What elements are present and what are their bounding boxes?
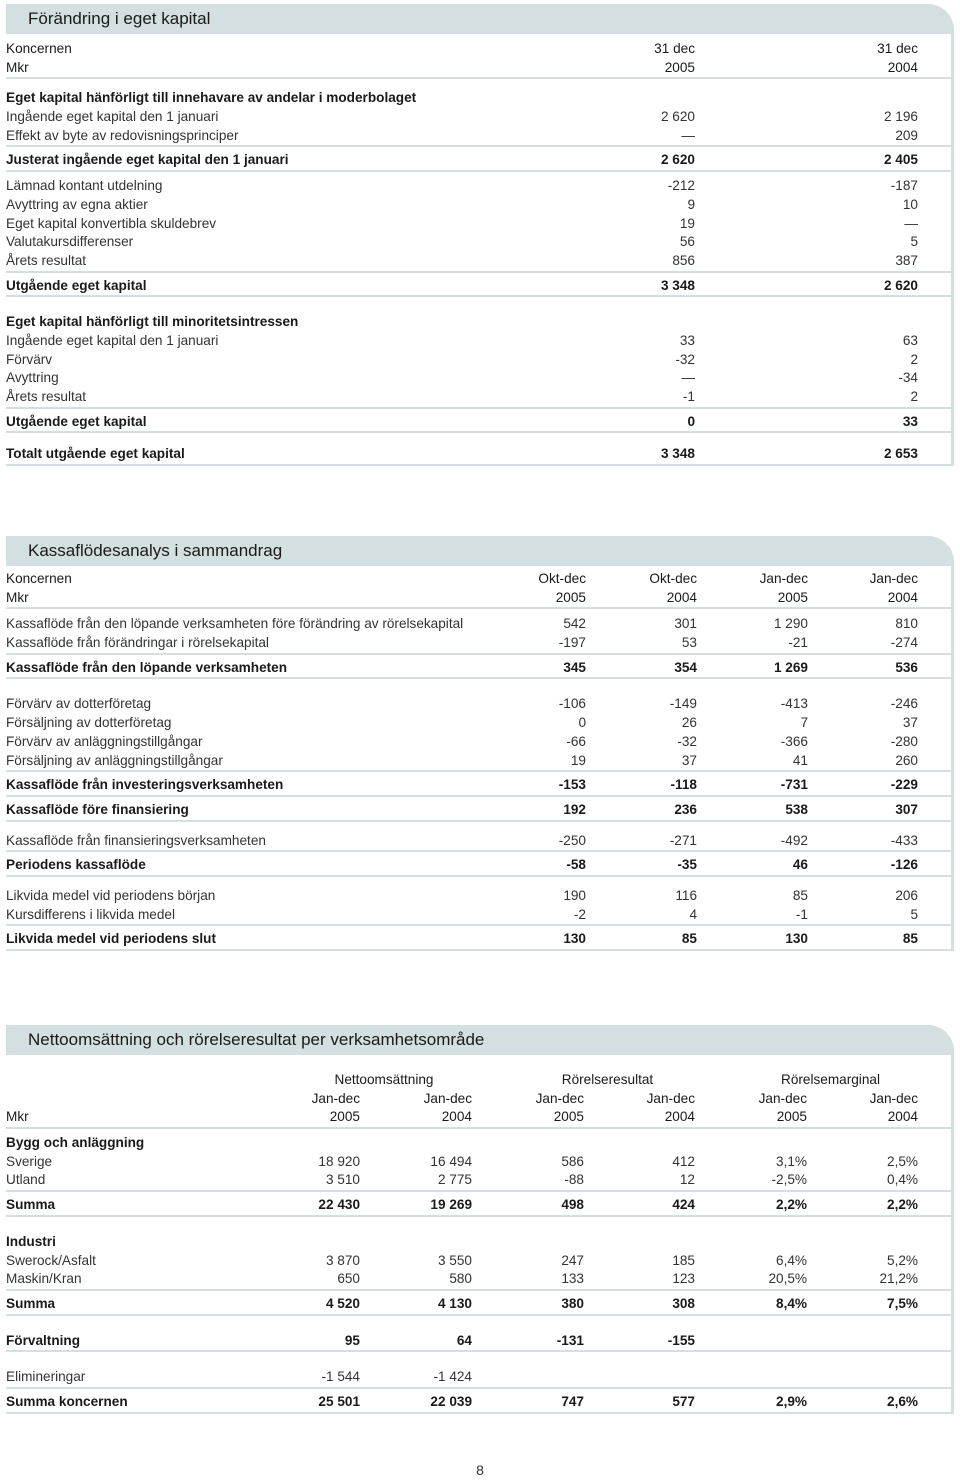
column-header: Okt-dec bbox=[538, 571, 586, 586]
row-label: Utgående eget kapital bbox=[6, 413, 147, 429]
column-header: 2005 bbox=[777, 589, 808, 605]
table-row bbox=[6, 369, 951, 388]
column-header: 31 dec bbox=[877, 41, 918, 56]
section-heading bbox=[6, 1134, 951, 1153]
column-header-row bbox=[6, 40, 951, 59]
cell-value: 206 bbox=[895, 887, 918, 903]
cell-value: 41 bbox=[792, 752, 808, 768]
cell-value: 747 bbox=[561, 1393, 584, 1409]
cell-value: 2 620 bbox=[660, 152, 695, 168]
cell-value: 538 bbox=[785, 801, 808, 817]
cell-value: — bbox=[681, 127, 695, 143]
cell-value: -2,5% bbox=[771, 1172, 807, 1188]
cell-value: 2,2% bbox=[887, 1197, 918, 1213]
equity-title: Förändring i eget kapital bbox=[6, 4, 954, 34]
cell-value: -274 bbox=[890, 635, 918, 651]
cell-value: 424 bbox=[672, 1197, 695, 1213]
cell-value: -212 bbox=[667, 178, 695, 194]
cell-value: — bbox=[904, 215, 918, 231]
cell-value: -32 bbox=[677, 733, 697, 749]
table-row bbox=[6, 108, 951, 127]
cell-value: 380 bbox=[561, 1295, 584, 1311]
group-header: Nettoomsättning bbox=[334, 1072, 434, 1087]
row-label: Elimineringar bbox=[6, 1369, 86, 1385]
row-label: Justerat ingående eget kapital den 1 januari bbox=[6, 152, 289, 168]
group-header: Rörelsemarginal bbox=[781, 1072, 880, 1087]
cell-value: 12 bbox=[679, 1172, 695, 1188]
cell-value: 307 bbox=[895, 801, 918, 817]
row-label: Avyttring av egna aktier bbox=[6, 196, 148, 212]
cell-value: -34 bbox=[898, 370, 918, 386]
cell-value: 345 bbox=[563, 659, 586, 675]
cell-value: — bbox=[681, 370, 695, 386]
table-row bbox=[6, 733, 951, 752]
subtotal-row bbox=[6, 659, 951, 680]
column-header: Jan-dec bbox=[646, 1090, 695, 1106]
cell-value: 37 bbox=[902, 715, 918, 731]
cell-value: 19 269 bbox=[430, 1197, 472, 1213]
row-label: Försäljning av dotterföretag bbox=[6, 715, 172, 731]
cell-value: 247 bbox=[561, 1252, 584, 1268]
row-label: Swerock/Asfalt bbox=[6, 1252, 96, 1268]
header-label: Mkr bbox=[6, 589, 29, 605]
row-label: Summa bbox=[6, 1295, 56, 1311]
cell-value: -413 bbox=[780, 696, 808, 712]
cell-value: 4 130 bbox=[437, 1295, 472, 1311]
subtotal-row bbox=[6, 413, 951, 434]
cell-value: 130 bbox=[785, 931, 808, 947]
cell-value: -118 bbox=[670, 777, 697, 793]
segments-section bbox=[6, 1025, 954, 1414]
table-row bbox=[6, 215, 951, 234]
cell-value: -492 bbox=[780, 832, 808, 848]
row-label: Kassaflöde från förändringar i rörelsekapital bbox=[6, 635, 269, 651]
cell-value: 2 bbox=[910, 389, 918, 404]
cell-value: 116 bbox=[675, 887, 697, 903]
column-header: 2004 bbox=[887, 59, 918, 75]
segments-title: Nettoomsättning och rörelseresultat per verksamhetsområde bbox=[6, 1025, 954, 1055]
column-header: 2004 bbox=[664, 1109, 695, 1125]
cell-value: 64 bbox=[456, 1332, 472, 1348]
subtotal-row bbox=[6, 930, 951, 951]
row-label: Utland bbox=[6, 1172, 46, 1188]
cell-value: 3 550 bbox=[437, 1252, 472, 1268]
cell-value: 6,4% bbox=[776, 1252, 807, 1268]
row-label: Industri bbox=[6, 1233, 56, 1249]
cell-value: 0 bbox=[578, 715, 586, 731]
column-header: 2005 bbox=[553, 1109, 584, 1125]
table-row bbox=[6, 233, 951, 252]
column-header: Jan-dec bbox=[535, 1090, 584, 1106]
table-row bbox=[6, 1171, 951, 1192]
cashflow-title: Kassaflödesanalys i sammandrag bbox=[6, 536, 954, 566]
cell-value: -250 bbox=[558, 832, 586, 848]
cell-value: -1 424 bbox=[433, 1369, 472, 1385]
cell-value: 856 bbox=[672, 252, 695, 268]
cell-value: 95 bbox=[344, 1332, 360, 1348]
table-row bbox=[6, 887, 951, 906]
cell-value: 22 430 bbox=[318, 1197, 360, 1213]
section-heading bbox=[6, 1233, 951, 1252]
subtotal-row bbox=[6, 277, 951, 298]
row-label: Kassaflöde från den löpande verksamheten bbox=[6, 659, 288, 675]
cell-value: -155 bbox=[667, 1332, 695, 1348]
row-label: Summa koncernen bbox=[6, 1393, 128, 1409]
row-label: Ingående eget kapital den 1 januari bbox=[6, 109, 219, 125]
subtotal-row bbox=[6, 151, 951, 172]
cell-value: 85 bbox=[902, 931, 918, 947]
cell-value: 586 bbox=[561, 1153, 584, 1169]
row-label: Totalt utgående eget kapital bbox=[6, 446, 185, 462]
cell-value: 22 039 bbox=[430, 1393, 472, 1409]
cell-value: 2,6% bbox=[887, 1393, 918, 1409]
cell-value: 2 653 bbox=[883, 446, 918, 462]
cell-value: -131 bbox=[556, 1332, 584, 1348]
cell-value: 542 bbox=[563, 616, 586, 632]
section-heading bbox=[6, 89, 951, 108]
column-header: Jan-dec bbox=[869, 571, 918, 586]
table-row bbox=[6, 615, 951, 634]
cell-value: 4 520 bbox=[325, 1295, 360, 1311]
column-header: Jan-dec bbox=[311, 1090, 360, 1106]
table-row bbox=[6, 127, 951, 148]
table-row bbox=[6, 177, 951, 196]
table-row bbox=[6, 752, 951, 773]
cell-value: 387 bbox=[895, 252, 918, 268]
cell-value: 9 bbox=[687, 196, 695, 212]
cell-value: 8,4% bbox=[776, 1295, 807, 1311]
column-header: Jan-dec bbox=[423, 1090, 472, 1106]
column-header: 2004 bbox=[441, 1109, 472, 1125]
row-label: Likvida medel vid periodens slut bbox=[6, 931, 217, 947]
cell-value: -149 bbox=[669, 696, 697, 712]
table-row bbox=[6, 634, 951, 655]
cell-value: 2,2% bbox=[776, 1197, 807, 1213]
cell-value: -280 bbox=[890, 733, 918, 749]
column-header: 2005 bbox=[329, 1109, 360, 1125]
cell-value: 63 bbox=[902, 332, 918, 348]
row-label: Förvärv av anläggningstillgångar bbox=[6, 733, 203, 749]
cell-value: -1 bbox=[795, 906, 808, 922]
subtotal-row bbox=[6, 856, 951, 877]
cell-value: 2 196 bbox=[883, 109, 918, 125]
cell-value: 133 bbox=[561, 1271, 584, 1287]
header-label: Mkr bbox=[6, 1109, 29, 1125]
row-label: Lämnad kontant utdelning bbox=[6, 178, 163, 194]
cell-value: 7 bbox=[800, 715, 808, 731]
row-label: Kassaflöde från investeringsverksamheten bbox=[6, 777, 284, 793]
cell-value: 7,5% bbox=[887, 1295, 918, 1311]
column-header-row bbox=[6, 1108, 951, 1129]
column-header-row bbox=[6, 1090, 951, 1109]
cell-value: 2 bbox=[910, 351, 918, 367]
subtotal-row bbox=[6, 1295, 951, 1316]
cell-value: 354 bbox=[674, 659, 697, 675]
table-row bbox=[6, 1153, 951, 1172]
subtotal-row bbox=[6, 1332, 951, 1353]
row-label: Förvärv bbox=[6, 351, 53, 367]
cell-value: 5 bbox=[910, 234, 918, 250]
cell-value: 3 510 bbox=[325, 1172, 360, 1188]
cell-value: -32 bbox=[675, 351, 695, 367]
column-header: Okt-dec bbox=[649, 571, 697, 586]
row-label: Ingående eget kapital den 1 januari bbox=[6, 332, 219, 348]
row-label: Försäljning av anläggningstillgångar bbox=[6, 752, 223, 768]
cell-value: 18 920 bbox=[318, 1153, 360, 1169]
row-label: Förvaltning bbox=[6, 1332, 81, 1348]
row-label: Periodens kassaflöde bbox=[6, 857, 146, 873]
cell-value: -197 bbox=[558, 635, 586, 651]
cell-value: 3 348 bbox=[660, 277, 695, 293]
column-header: Jan-dec bbox=[869, 1090, 918, 1106]
cell-value: 53 bbox=[681, 635, 697, 651]
cell-value: 20,5% bbox=[768, 1271, 807, 1287]
subtotal-row bbox=[6, 1393, 951, 1414]
table-row bbox=[6, 252, 951, 273]
cell-value: 21,2% bbox=[879, 1271, 918, 1287]
column-header: 31 dec bbox=[654, 41, 695, 56]
cell-value: 85 bbox=[792, 887, 808, 903]
table-row bbox=[6, 388, 951, 409]
cell-value: 5 bbox=[910, 906, 918, 922]
row-label: Kassaflöde från den löpande verksamheten före förändring av rörelsekapital bbox=[6, 616, 464, 632]
equity-table bbox=[6, 34, 954, 466]
cell-value: 123 bbox=[672, 1271, 695, 1287]
subtotal-row bbox=[6, 445, 951, 466]
cell-value: 308 bbox=[672, 1295, 695, 1311]
cell-value: 130 bbox=[563, 931, 586, 947]
column-header: 2005 bbox=[776, 1109, 807, 1125]
table-row bbox=[6, 332, 951, 351]
row-label: Likvida medel vid periodens början bbox=[6, 887, 216, 903]
table-row bbox=[6, 832, 951, 853]
column-header: 2004 bbox=[666, 589, 697, 605]
cell-value: 190 bbox=[563, 887, 586, 903]
cell-value: 2,5% bbox=[887, 1153, 918, 1169]
cell-value: 301 bbox=[674, 616, 697, 632]
row-label: Eget kapital konvertibla skuldebrev bbox=[6, 215, 217, 231]
cell-value: 2 620 bbox=[660, 109, 695, 125]
cell-value: -1 bbox=[682, 389, 695, 404]
cell-value: 19 bbox=[679, 215, 695, 231]
row-label: Kassaflöde före finansiering bbox=[6, 801, 189, 817]
table-row bbox=[6, 196, 951, 215]
page-number: 8 bbox=[476, 1462, 484, 1478]
header-label: Koncernen bbox=[6, 41, 72, 56]
row-label: Eget kapital hänförligt till innehavare av andelar i moderbolaget bbox=[6, 90, 417, 106]
subtotal-row bbox=[6, 1196, 951, 1217]
cell-value: 33 bbox=[679, 332, 695, 348]
cell-value: 10 bbox=[902, 196, 918, 212]
cell-value: 85 bbox=[681, 931, 697, 947]
subtotal-row bbox=[6, 776, 951, 797]
cell-value: 3 870 bbox=[325, 1252, 360, 1268]
cell-value: 1 269 bbox=[773, 659, 808, 675]
row-label: Eget kapital hänförligt till minoritetsintressen bbox=[6, 314, 299, 330]
cell-value: -106 bbox=[558, 696, 586, 712]
group-header: Rörelseresultat bbox=[561, 1072, 654, 1087]
row-label: Kursdifferens i likvida medel bbox=[6, 906, 175, 922]
column-header-row bbox=[6, 59, 951, 80]
cell-value: 192 bbox=[563, 801, 586, 817]
cell-value: 185 bbox=[672, 1252, 695, 1268]
cell-value: 209 bbox=[895, 127, 918, 143]
table-row bbox=[6, 906, 951, 927]
cell-value: 46 bbox=[792, 857, 808, 873]
cell-value: -271 bbox=[669, 832, 697, 848]
cell-value: -1 544 bbox=[321, 1369, 360, 1385]
cell-value: -126 bbox=[890, 857, 918, 873]
cell-value: -58 bbox=[566, 857, 586, 873]
column-header: 2004 bbox=[887, 589, 918, 605]
cell-value: -366 bbox=[780, 733, 808, 749]
row-label: Utgående eget kapital bbox=[6, 277, 147, 293]
header-label: Mkr bbox=[6, 59, 29, 75]
table-row bbox=[6, 1252, 951, 1271]
column-header: 2004 bbox=[887, 1109, 918, 1125]
row-label: Bygg och anläggning bbox=[6, 1135, 145, 1151]
cell-value: 2 405 bbox=[883, 152, 918, 168]
cell-value: 1 290 bbox=[773, 616, 808, 632]
cell-value: 0 bbox=[687, 413, 695, 429]
cell-value: 650 bbox=[337, 1271, 360, 1287]
column-header-row bbox=[6, 570, 951, 589]
column-header: 2005 bbox=[555, 589, 586, 605]
table-row bbox=[6, 714, 951, 733]
column-header-row bbox=[6, 589, 951, 610]
cell-value: 577 bbox=[672, 1393, 695, 1409]
cell-value: 498 bbox=[561, 1197, 584, 1213]
row-label: Årets resultat bbox=[6, 252, 87, 268]
cell-value: 16 494 bbox=[430, 1153, 472, 1169]
column-header: 2005 bbox=[664, 59, 695, 75]
cell-value: 56 bbox=[679, 234, 695, 250]
cell-value: -88 bbox=[564, 1172, 584, 1188]
row-label: Årets resultat bbox=[6, 389, 87, 404]
cell-value: 236 bbox=[674, 801, 697, 817]
cell-value: 25 501 bbox=[318, 1393, 360, 1409]
cell-value: 3,1% bbox=[776, 1153, 807, 1169]
cashflow-table bbox=[6, 566, 954, 951]
section-heading bbox=[6, 313, 951, 332]
cell-value: 33 bbox=[902, 413, 918, 429]
row-label: Avyttring bbox=[6, 370, 59, 386]
cell-value: 4 bbox=[689, 906, 697, 922]
row-label: Valutakursdifferenser bbox=[6, 234, 134, 250]
equity-section bbox=[6, 4, 954, 466]
cell-value: 5,2% bbox=[887, 1252, 918, 1268]
cell-value: -731 bbox=[780, 777, 808, 793]
group-header-row bbox=[6, 1071, 951, 1090]
cell-value: -187 bbox=[890, 178, 918, 194]
cell-value: 2 620 bbox=[883, 277, 918, 293]
segments-table bbox=[6, 1055, 954, 1414]
cell-value: -21 bbox=[788, 635, 808, 651]
cell-value: 580 bbox=[449, 1271, 472, 1287]
cell-value: -2 bbox=[573, 906, 586, 922]
cell-value: -66 bbox=[566, 733, 586, 749]
cell-value: -229 bbox=[890, 777, 918, 793]
row-label: Maskin/Kran bbox=[6, 1271, 82, 1287]
cell-value: 0,4% bbox=[887, 1172, 918, 1188]
cell-value: 2 775 bbox=[437, 1172, 472, 1188]
table-row bbox=[6, 1368, 951, 1389]
cell-value: 3 348 bbox=[660, 446, 695, 462]
cell-value: 37 bbox=[681, 752, 697, 768]
cell-value: -246 bbox=[890, 696, 918, 712]
column-header: Jan-dec bbox=[758, 1090, 807, 1106]
cell-value: 412 bbox=[672, 1153, 695, 1169]
cell-value: 19 bbox=[570, 752, 586, 768]
row-label: Summa bbox=[6, 1197, 56, 1213]
row-label: Kassaflöde från finansieringsverksamheten bbox=[6, 832, 266, 848]
table-row bbox=[6, 695, 951, 714]
subtotal-row bbox=[6, 801, 951, 822]
cashflow-section bbox=[6, 536, 954, 951]
cell-value: -433 bbox=[890, 832, 918, 848]
cell-value: -35 bbox=[677, 857, 697, 873]
cell-value: 536 bbox=[895, 659, 918, 675]
cell-value: 2,9% bbox=[776, 1393, 807, 1409]
cell-value: -153 bbox=[558, 777, 586, 793]
row-label: Effekt av byte av redovisningsprinciper bbox=[6, 127, 239, 143]
column-header: Jan-dec bbox=[759, 571, 808, 586]
cell-value: 810 bbox=[895, 616, 918, 632]
table-row bbox=[6, 1270, 951, 1291]
row-label: Sverige bbox=[6, 1153, 53, 1169]
cell-value: 260 bbox=[895, 752, 918, 768]
table-row bbox=[6, 351, 951, 370]
row-label: Förvärv av dotterföretag bbox=[6, 696, 152, 712]
header-label: Koncernen bbox=[6, 571, 72, 586]
cell-value: 26 bbox=[681, 715, 697, 731]
